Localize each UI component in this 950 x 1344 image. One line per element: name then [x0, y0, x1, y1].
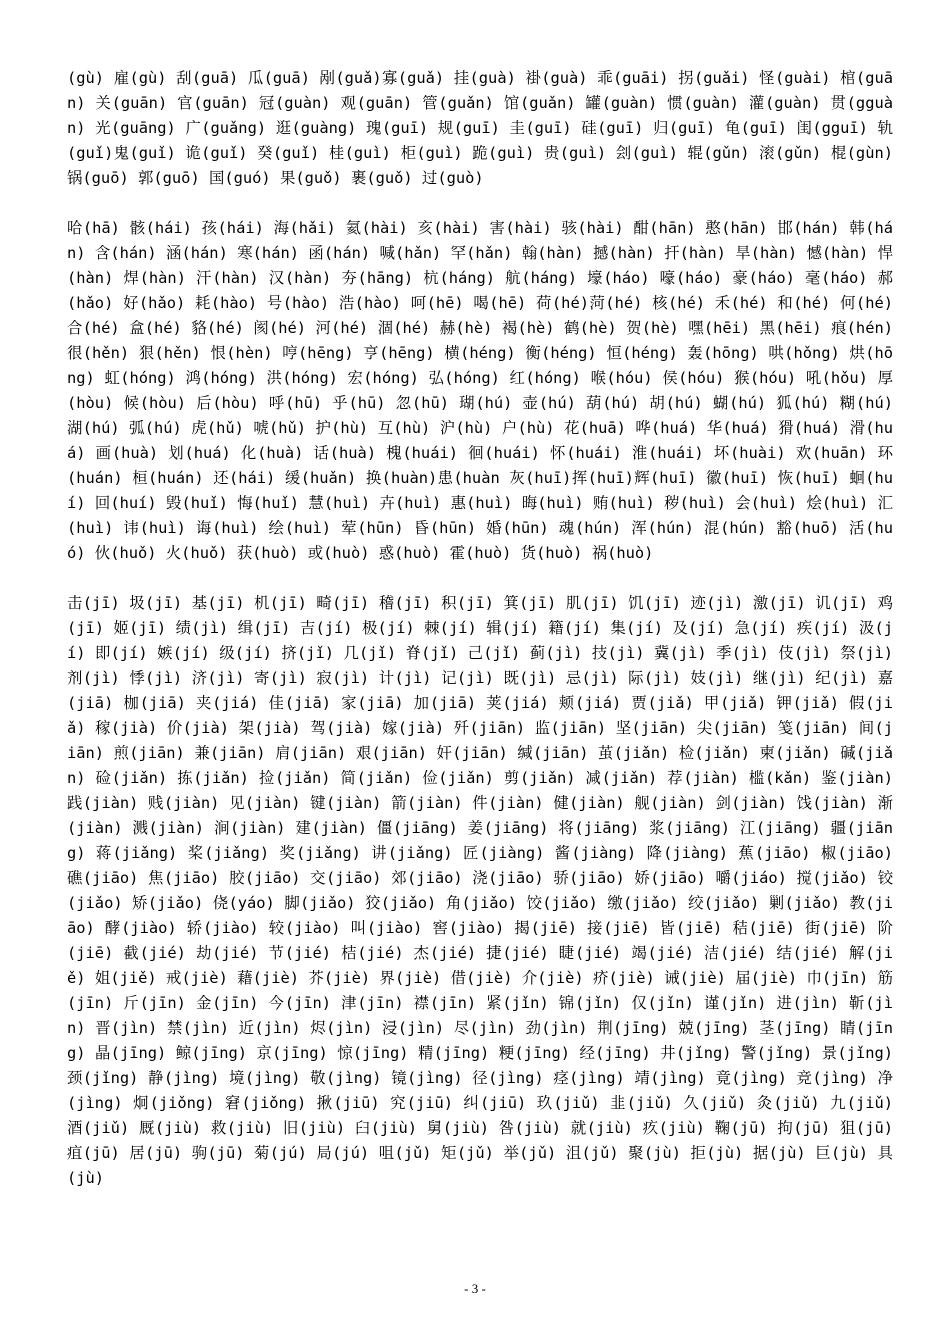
page-number: - 3 -	[464, 1281, 486, 1296]
pinyin-paragraph-h: 哈(hā) 骸(hái) 孩(hái) 海(hǎi) 氦(hài) 亥(hài) 害(hài) 骇(hài) 酣(hān) 憨(hān) 邯(hán) 韩(hán) 含(hán) 涵(hán) 寒(hán) 函(hán) 喊(hǎn) 罕(hǎn) 翰(hàn) 撼(hàn) 扞(hàn) 旱(hàn) 憾(hàn) 悍(hàn) 焊(hàn) 汗(hàn) 汉(hàn) 夯(hāng) 杭(háng) 航(háng) 壕(háo) 嚎(háo) 豪(háo) 毫(háo) 郝(hǎo) 好(hǎo) 耗(hào) 号(hào) 浩(hào) 呵(hē) 喝(hē) 荷(hé)菏(hé) 核(hé) 禾(hé) 和(hé) 何(hé) 合(hé) 盒(hé) 貉(hé) 阂(hé) 河(hé) 涸(hé) 赫(hè) 褐(hè) 鹤(hè) 贺(hè) 嘿(hēi) 黑(hēi) 痕(hén) 很(hěn) 狠(hěn) 恨(hèn) 哼(hēng) 亨(hēng) 横(héng) 衡(héng) 恒(héng) 轰(hōng) 哄(hǒng) 烘(hōng) 虹(hóng) 鸿(hóng) 洪(hóng) 宏(hóng) 弘(hóng) 红(hóng) 喉(hóu) 侯(hóu) 猴(hóu) 吼(hǒu) 厚(hòu) 候(hòu) 后(hòu) 呼(hū) 乎(hū) 忽(hū) 瑚(hú) 壶(hú) 葫(hú) 胡(hú) 蝴(hú) 狐(hú) 糊(hú) 湖(hú) 弧(hú) 虎(hǔ) 唬(hǔ) 护(hù) 互(hù) 沪(hù) 户(hù) 花(huā) 哗(huá) 华(huá) 猾(huá) 滑(huá) 画(huà) 划(huá) 化(huà) 话(huà) 槐(huái) 徊(huái) 怀(huái) 淮(huái) 坏(huài) 欢(huān) 环(huán) 桓(huán) 还(hái) 缓(huǎn) 换(huàn)患(huàn 灰(huī)挥(huī)辉(huī) 徽(huī) 恢(huī) 蛔(huí) 回(huí) 毁(huǐ) 悔(huǐ) 慧(huì) 卉(huì) 惠(huì) 晦(huì) 贿(huì) 秽(huì) 会(huì) 烩(huì) 汇(huì) 讳(huì) 诲(huì) 绘(huì) 荤(hūn) 昏(hūn) 婚(hūn) 魂(hún) 浑(hún) 混(hún) 豁(huō) 活(huó) 伙(huǒ) 火(huǒ) 获(huò) 或(huò) 惑(huò) 霍(huò) 货(huò) 祸(huò)	[67, 219, 893, 562]
document-body	[67, 66, 893, 1216]
pinyin-paragraph-g: (gù) 雇(gù) 刮(guā) 瓜(guā) 剐(guǎ)寡(guǎ) 挂(guà) 褂(guà) 乖(guāi) 拐(guǎi) 怪(guài) 棺(guān) 关(guān) 官(guān) 冠(guàn) 观(guān) 管(guǎn) 馆(guǎn) 罐(guàn) 惯(guàn) 灌(guàn) 贯(gguàn) 光(guāng) 广(guǎng) 逛(guàng) 瑰(guī) 规(guī) 圭(guī) 硅(guī) 归(guī) 龟(guī) 闺(gguī) 轨(guǐ)鬼(guǐ) 诡(guǐ) 癸(guǐ) 桂(guì) 柜(guì) 跪(guì) 贵(guì) 刽(guì) 辊(gǔn) 滚(gǔn) 棍(gùn) 锅(guō) 郭(guō) 国(guó) 果(guǒ) 裹(guǒ) 过(guò)	[67, 69, 893, 187]
pinyin-paragraph-j: 击(jī) 圾(jī) 基(jī) 机(jī) 畸(jī) 稽(jī) 积(jī) 箕(jī) 肌(jī) 饥(jī) 迹(jì) 激(jī) 讥(jī) 鸡(jī) 姬(jī) 绩(jì) 缉(jī) 吉(jí) 极(jí) 棘(jí) 辑(jí) 籍(jí) 集(jí) 及(jí) 急(jí) 疾(jí) 汲(jí) 即(jí) 嫉(jí) 级(jí) 挤(jǐ) 几(jǐ) 脊(jǐ) 己(jǐ) 蓟(jì) 技(jì) 冀(jì) 季(jì) 伎(jì) 祭(jì) 剂(jì) 悸(jì) 济(jì) 寄(jì) 寂(jì) 计(jì) 记(jì) 既(jì) 忌(jì) 际(jì) 妓(jì) 继(jì) 纪(jì) 嘉(jiā) 枷(jiā) 夹(jiá) 佳(jiā) 家(jiā) 加(jiā) 荚(jiá) 颊(jiá) 贾(jiǎ) 甲(jiǎ) 钾(jiǎ) 假(jiǎ) 稼(jià) 价(jià) 架(jià) 驾(jià) 嫁(jià) 歼(jiān) 监(jiān) 坚(jiān) 尖(jiān) 笺(jiān) 间(jiān) 煎(jiān) 兼(jiān) 肩(jiān) 艰(jiān) 奸(jiān) 缄(jiān) 茧(jiǎn) 检(jiǎn) 柬(jiǎn) 碱(jiǎn) 硷(jiǎn) 拣(jiǎn) 捡(jiǎn) 简(jiǎn) 俭(jiǎn) 剪(jiǎn) 减(jiǎn) 荐(jiàn) 槛(kǎn) 鉴(jiàn) 践(jiàn) 贱(jiàn) 见(jiàn) 键(jiàn) 箭(jiàn) 件(jiàn) 健(jiàn) 舰(jiàn) 剑(jiàn) 饯(jiàn) 渐(jiàn) 溅(jiàn) 涧(jiàn) 建(jiàn) 僵(jiāng) 姜(jiāng) 将(jiāng) 浆(jiāng) 江(jiāng) 疆(jiāng) 蒋(jiǎng) 桨(jiǎng) 奖(jiǎng) 讲(jiǎng) 匠(jiàng) 酱(jiàng) 降(jiàng) 蕉(jiāo) 椒(jiāo) 礁(jiāo) 焦(jiāo) 胶(jiāo) 交(jiāo) 郊(jiāo) 浇(jiāo) 骄(jiāo) 娇(jiāo) 嚼(jiáo) 搅(jiǎo) 铰(jiǎo) 矫(jiǎo) 侥(yáo) 脚(jiǎo) 狡(jiǎo) 角(jiǎo) 饺(jiǎo) 缴(jiǎo) 绞(jiǎo) 剿(jiǎo) 教(jiāo) 酵(jiào) 轿(jiào) 较(jiào) 叫(jiào) 窖(jiào) 揭(jiē) 接(jiē) 皆(jiē) 秸(jiē) 街(jiē) 阶(jiē) 截(jié) 劫(jié) 节(jié) 桔(jié) 杰(jié) 捷(jié) 睫(jié) 竭(jié) 洁(jié) 结(jié) 解(jiě) 姐(jiě) 戒(jiè) 藉(jiè) 芥(jiè) 界(jiè) 借(jiè) 介(jiè) 疥(jiè) 诫(jiè) 届(jiè) 巾(jīn) 筋(jīn) 斤(jīn) 金(jīn) 今(jīn) 津(jīn) 襟(jīn) 紧(jǐn) 锦(jǐn) 仅(jǐn) 谨(jǐn) 进(jìn) 靳(jìn) 晋(jìn) 禁(jìn) 近(jìn) 烬(jìn) 浸(jìn) 尽(jìn) 劲(jìn) 荆(jīng) 兢(jīng) 茎(jīng) 睛(jīng) 晶(jīng) 鲸(jīng) 京(jīng) 惊(jīng) 精(jīng) 粳(jīng) 经(jīng) 井(jǐng) 警(jǐng) 景(jǐng) 颈(jǐng) 静(jìng) 境(jìng) 敬(jìng) 镜(jìng) 径(jìng) 痉(jìng) 靖(jìng) 竟(jìng) 竞(jìng) 净(jìng) 炯(jiǒng) 窘(jiǒng) 揪(jiū) 究(jiū) 纠(jiū) 玖(jiǔ) 韭(jiǔ) 久(jiǔ) 灸(jiǔ) 九(jiǔ) 酒(jiǔ) 厩(jiù) 救(jiù) 旧(jiù) 臼(jiù) 舅(jiù) 咎(jiù) 就(jiù) 疚(jiù) 鞠(jū) 拘(jū) 狙(jū) 疽(jū) 居(jū) 驹(jū) 菊(jú) 局(jú) 咀(jǔ) 矩(jǔ) 举(jǔ) 沮(jǔ) 聚(jù) 拒(jù) 据(jù) 巨(jù) 具(jù)	[67, 594, 893, 1187]
